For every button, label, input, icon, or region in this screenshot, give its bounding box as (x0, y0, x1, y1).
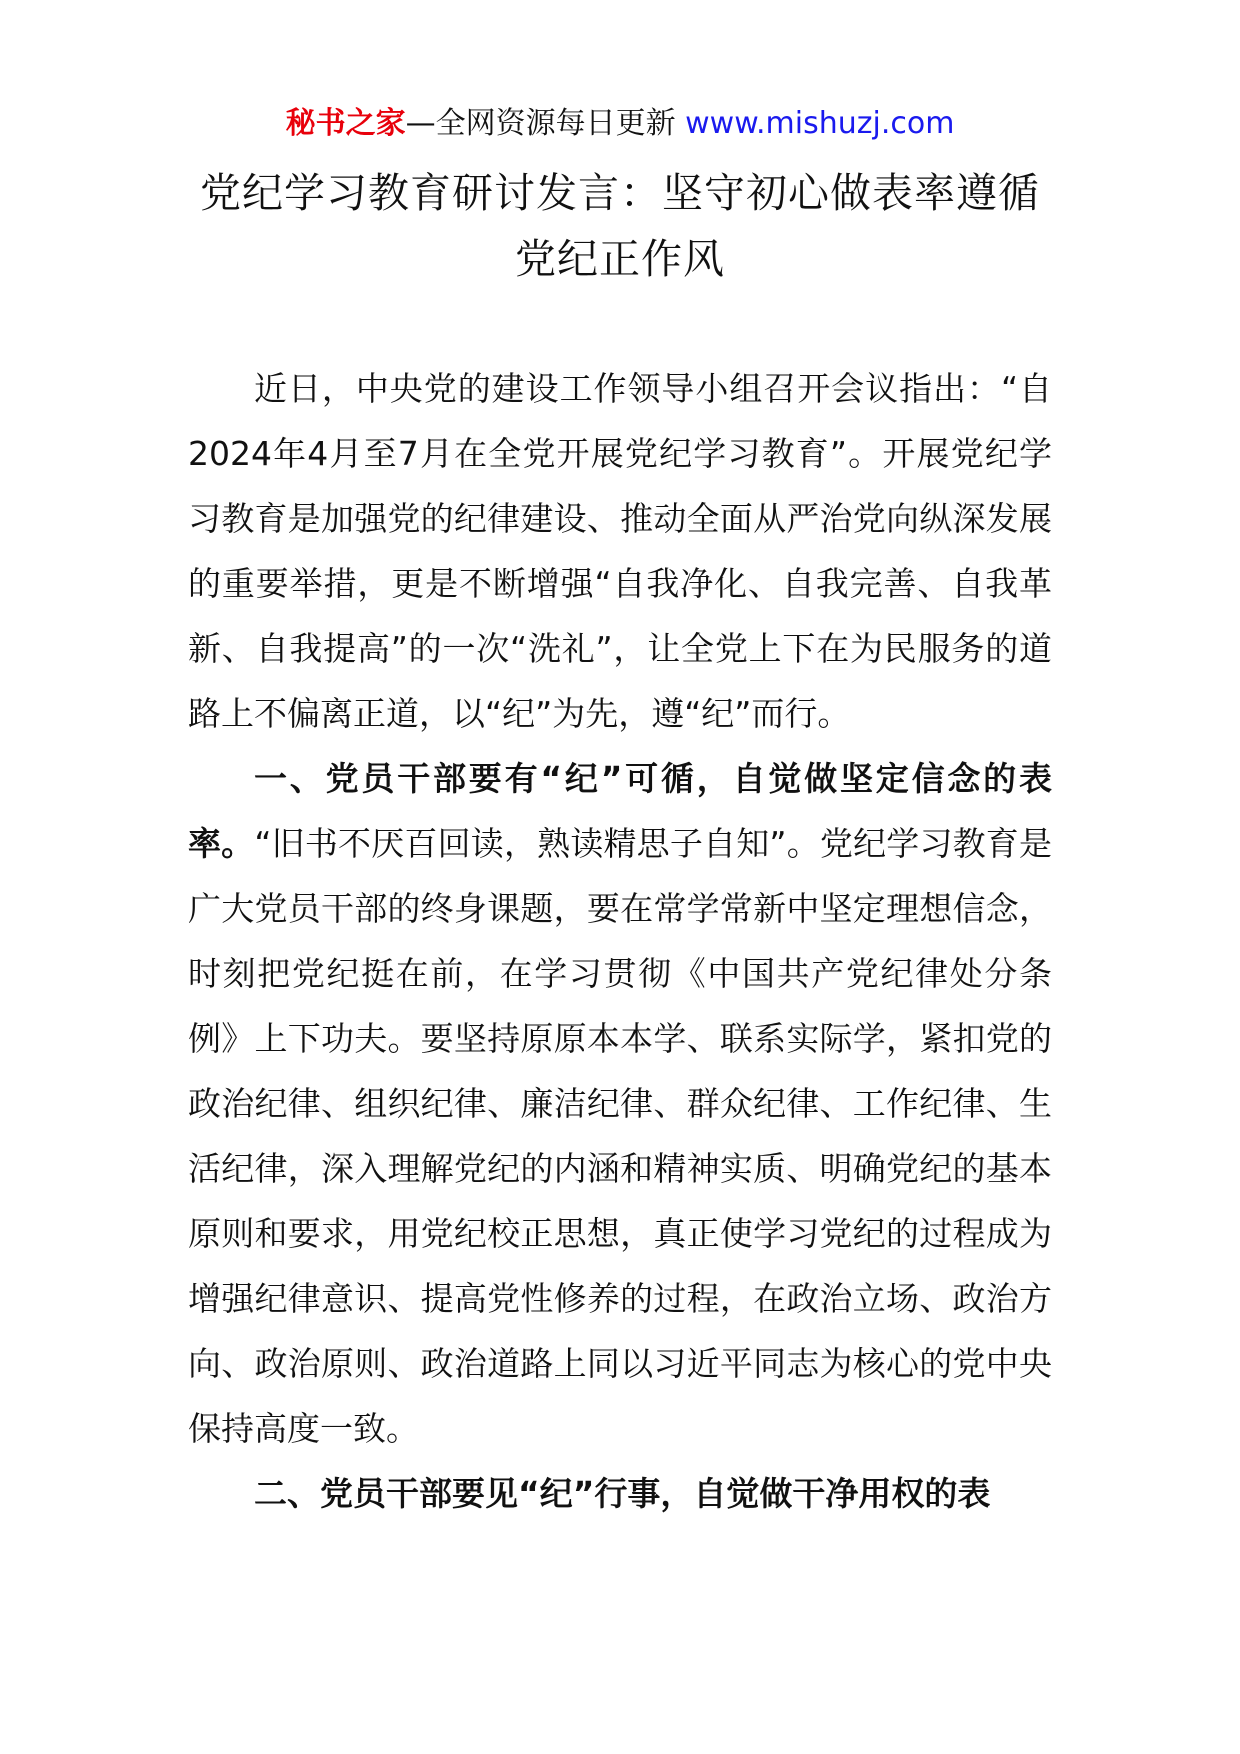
document-title (100, 160, 1140, 292)
brand-name: 秘书之家 (285, 106, 406, 141)
document-body (188, 356, 1052, 1526)
site-header (0, 100, 1240, 148)
title-line-1: 党纪学习教育研讨发言：坚守初心做表率遵循 (200, 169, 1040, 217)
paragraph-intro: 近日，中央党的建设工作领导小组召开会议指出：“自2024年4月至7月在全党开展党纪学习教育”。开展党纪学习教育是加强党的纪律建设、推动全面从严治党向纵深发展的重要举措，更是不断增强“自我净化、自我完善、自我革新、自我提高”的一次“洗礼”，让全党上下在为民服务的道路上不偏离正道，以“纪”为先，遵“纪”而行。 (188, 369, 1052, 733)
section-2-heading: 二、党员干部要见“纪”行事，自觉做干净用权的表 (254, 1474, 991, 1513)
section-1-heading: 一、党员干部要有“纪”可循，自觉做坚定信念的表率。 (188, 759, 1052, 863)
paragraph-section-2 (188, 1461, 1052, 1526)
section-1-text: “旧书不厌百回读，熟读精思子自知”。党纪学习教育是广大党员干部的终身课题，要在常学常新中坚定理想信念，时刻把党纪挺在前，在学习贯彻《中国共产党纪律处分条例》上下功夫。要坚持原原本本学、联系实际学，紧扣党的政治纪律、组织纪律、廉洁纪律、群众纪律、工作纪律、生活纪律，深入理解党纪的内涵和精神实质、明确党纪的基本原则和要求，用党纪校正思想，真正使学习党纪的过程成为增强纪律意识、提高党性修养的过程，在政治立场、政治方向、政治原则、政治道路上同以习近平同志为核心的党中央保持高度一致。 (188, 824, 1052, 1448)
title-line-2: 党纪正作风 (515, 235, 725, 283)
header-tagline: —全网资源每日更新 (405, 106, 686, 141)
site-url-link[interactable]: www.mishuzj.com (685, 106, 955, 141)
paragraph-section-1 (188, 746, 1052, 1461)
